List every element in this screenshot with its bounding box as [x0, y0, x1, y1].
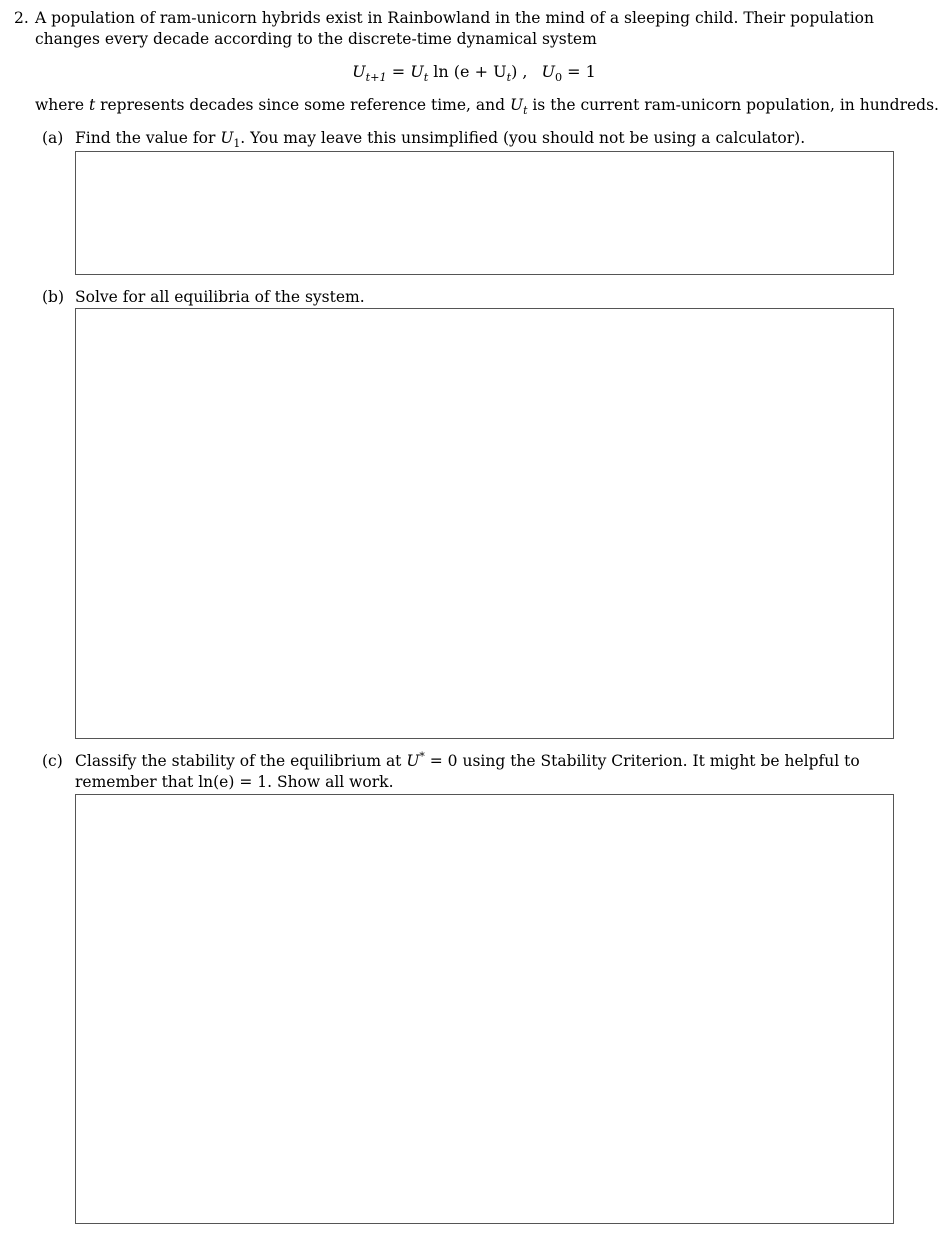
eq-init-sub: 0	[554, 71, 563, 85]
problem-intro-line2: changes every decade according to the discrete-time dynamical system	[35, 30, 597, 48]
where-text-a: where	[35, 96, 89, 114]
part-a-text-b: . You may leave this unsimplified (you should not be using a calculator).	[240, 129, 806, 147]
eq-init-var: U	[541, 62, 555, 81]
part-c-label: (c)	[42, 752, 63, 770]
eq-rhs-ln: ln (e + U	[428, 62, 507, 81]
answer-box-b[interactable]	[75, 308, 894, 739]
where-var-u: U	[509, 96, 524, 114]
part-c-var-sup: *	[419, 749, 425, 763]
eq-lhs-sub: t+1	[365, 71, 387, 85]
answer-box-c[interactable]	[75, 794, 894, 1224]
part-c-prompt-line1	[75, 751, 860, 771]
part-c-var: U	[406, 752, 420, 770]
where-var-u-sub: t	[523, 104, 528, 118]
answer-box-a[interactable]	[75, 151, 894, 275]
eq-rhs-prefix: = U	[386, 62, 424, 81]
problem-number: 2.	[14, 9, 29, 27]
problem-where-line	[35, 95, 939, 118]
dynamical-system-equation	[0, 62, 948, 85]
part-a-text-a: Find the value for	[75, 129, 221, 147]
part-a-label: (a)	[42, 129, 64, 147]
eq-rhs-sub: t	[423, 71, 429, 85]
where-text-c: is the current ram-unicorn population, in hundreds.	[527, 96, 939, 114]
part-a-var: U	[220, 129, 234, 147]
eq-lhs-var: U	[352, 62, 366, 81]
eq-rhs-close: ) ,	[511, 62, 528, 81]
eq-init-value: = 1	[562, 62, 596, 81]
where-text-b: represents decades since some reference time, and	[95, 96, 510, 114]
eq-rhs-sub2: t	[506, 71, 512, 85]
part-c-text-b: = 0 using the Stability Criterion. It might be helpful to	[424, 752, 860, 770]
part-c-prompt-line2: remember that ln(e) = 1. Show all work.	[75, 773, 394, 791]
part-b-prompt: Solve for all equilibria of the system.	[75, 288, 365, 306]
part-a-var-sub: 1	[233, 137, 241, 151]
problem-intro-line1: A population of ram-unicorn hybrids exist in Rainbowland in the mind of a sleeping child. Their population	[35, 9, 874, 27]
part-a-prompt	[75, 128, 806, 151]
part-c-text-a: Classify the stability of the equilibrium at	[75, 752, 407, 770]
where-var-t: t	[88, 96, 96, 114]
part-b-label: (b)	[42, 288, 65, 306]
